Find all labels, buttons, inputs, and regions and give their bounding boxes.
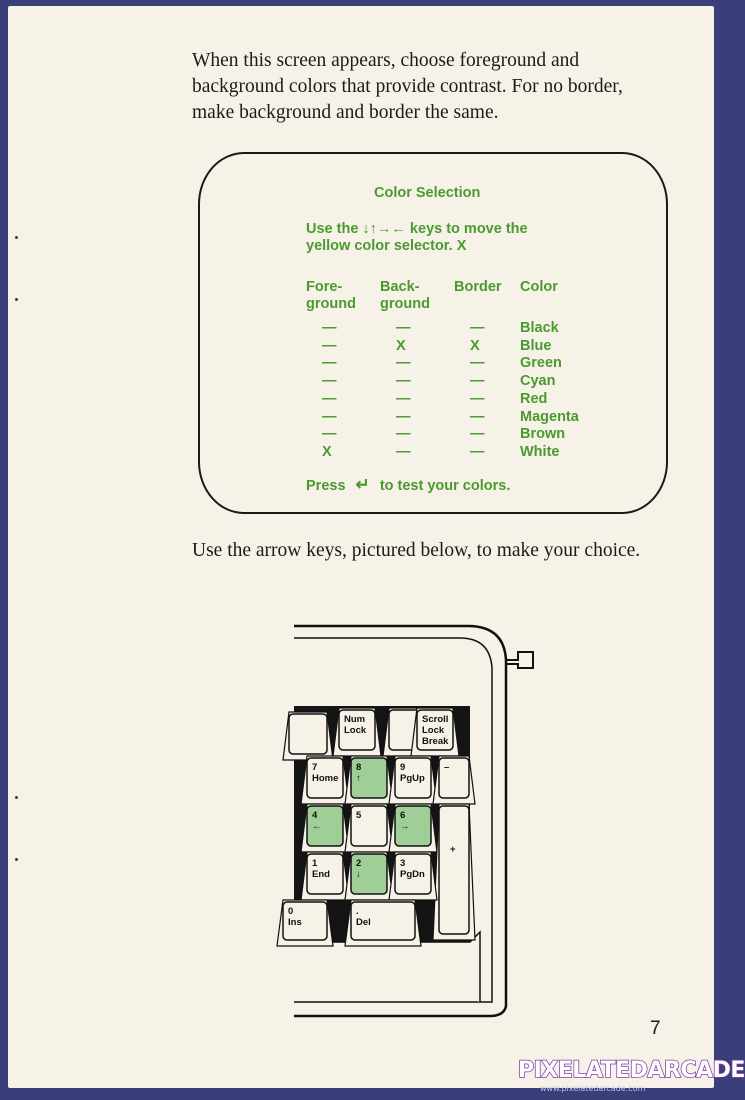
cell-fg: — [322, 337, 337, 354]
pgup-label: PgUp [400, 773, 425, 784]
intro-paragraph: When this screen appears, choose foreground and background colors that provide contrast. For no border, make background and border the same. [192, 50, 623, 123]
cell-bg: — [396, 390, 411, 407]
watermark-logo: PIXELATEDARCADE [518, 1058, 745, 1083]
cell-border: — [470, 373, 485, 390]
num-lock-key [333, 708, 381, 756]
color-name: Brown [520, 426, 566, 443]
end-label: End [312, 869, 330, 880]
cell-bg: X [396, 337, 406, 354]
left-arrow-label: 4 [312, 810, 318, 821]
cell-border: — [470, 390, 485, 407]
header-background-1: Back- [380, 279, 420, 295]
plus-key [433, 804, 475, 940]
minus-label: – [444, 762, 450, 773]
header-border: Border [454, 279, 502, 295]
pgup-label: 9 [400, 762, 406, 773]
up-arrow-key [345, 756, 393, 804]
press-suffix: to test your colors. [379, 478, 511, 494]
color-name: Magenta [520, 408, 579, 425]
home-label: 7 [312, 762, 318, 773]
press-instruction [306, 476, 510, 495]
header-color: Color [520, 279, 558, 295]
cell-fg: — [322, 320, 337, 336]
scroll-lock-label: Break [422, 736, 449, 747]
watermark-url: www.pixelatedarcade.com [540, 1084, 646, 1093]
monitor-screen-illustration [198, 152, 668, 514]
del-label: Del [356, 917, 371, 928]
binding-mark [15, 298, 18, 301]
screen-title: Color Selection [374, 185, 481, 201]
left-arrow-key [301, 804, 349, 852]
cell-fg: — [322, 426, 337, 443]
keypad-illustration [290, 620, 550, 1030]
pgdn-label: PgDn [400, 869, 425, 880]
five-label: 5 [356, 810, 362, 821]
five-key [345, 804, 393, 852]
cell-fg: — [322, 408, 337, 425]
cell-fg: — [322, 355, 337, 372]
cell-fg: X [322, 443, 332, 460]
del-label: . [356, 906, 359, 917]
up-arrow-label: ↑ [356, 773, 361, 784]
screen-instruction-line2: yellow color selector. X [306, 238, 467, 254]
ins-partial-key [283, 712, 333, 760]
cell-border: — [470, 320, 485, 336]
up-arrow-label: 8 [356, 762, 362, 773]
enter-key-icon: ↵ [355, 475, 370, 494]
cell-border: X [470, 337, 480, 354]
num-lock-label: Lock [344, 725, 367, 736]
right-arrow-key [389, 804, 437, 852]
home-label: Home [312, 773, 339, 784]
home-key [301, 756, 349, 804]
down-arrow-label: ↓ [356, 869, 361, 880]
cell-bg: — [396, 443, 411, 460]
scroll-lock-label: Lock [422, 725, 445, 736]
plus-label: + [450, 844, 456, 855]
scroll-lock-key [411, 708, 459, 756]
page-number: 7 [650, 1018, 661, 1039]
ins-label: Ins [288, 917, 302, 928]
cell-bg: — [396, 320, 411, 336]
binding-mark [15, 858, 18, 861]
cell-fg: — [322, 373, 337, 390]
header-background-2: ground [380, 296, 430, 312]
cell-border: — [470, 355, 485, 372]
scroll-lock-label: Scroll [422, 714, 449, 725]
right-arrow-label: 6 [400, 810, 406, 821]
ins-label: 0 [288, 906, 294, 917]
cell-bg: — [396, 373, 411, 390]
end-key [301, 852, 349, 900]
del-key [345, 900, 421, 946]
cell-border: — [470, 426, 485, 443]
arrow-keys-paragraph: Use the arrow keys, pictured below, to make your choice. [192, 540, 641, 561]
minus-key [433, 756, 475, 804]
press-prefix: Press [306, 478, 346, 494]
header-foreground-2: ground [306, 296, 356, 312]
color-name: Blue [520, 337, 552, 354]
cell-bg: — [396, 426, 411, 443]
binding-mark [15, 796, 18, 799]
cell-bg: — [396, 355, 411, 372]
binding-mark [15, 236, 18, 239]
cell-border: — [470, 443, 485, 460]
ins-key [277, 900, 333, 946]
cell-bg: — [396, 408, 411, 425]
cell-border: — [470, 408, 485, 425]
color-name: Black [520, 320, 559, 336]
pgdn-key [389, 852, 437, 900]
pgup-key [389, 756, 437, 804]
down-arrow-label: 2 [356, 858, 362, 869]
cell-fg: — [322, 390, 337, 407]
down-arrow-key [345, 852, 393, 900]
color-name: Red [520, 390, 548, 407]
screen-instruction-line1: Use the ↓↑→← keys to move the [306, 221, 528, 237]
color-name: Green [520, 355, 562, 372]
left-arrow-label: ← [312, 821, 322, 832]
right-arrow-label: → [400, 821, 410, 832]
pgdn-label: 3 [400, 858, 406, 869]
color-name: White [520, 443, 560, 460]
color-name: Cyan [520, 373, 556, 390]
end-label: 1 [312, 858, 318, 869]
num-lock-label: Num [344, 714, 366, 725]
header-foreground-1: Fore- [306, 279, 343, 295]
